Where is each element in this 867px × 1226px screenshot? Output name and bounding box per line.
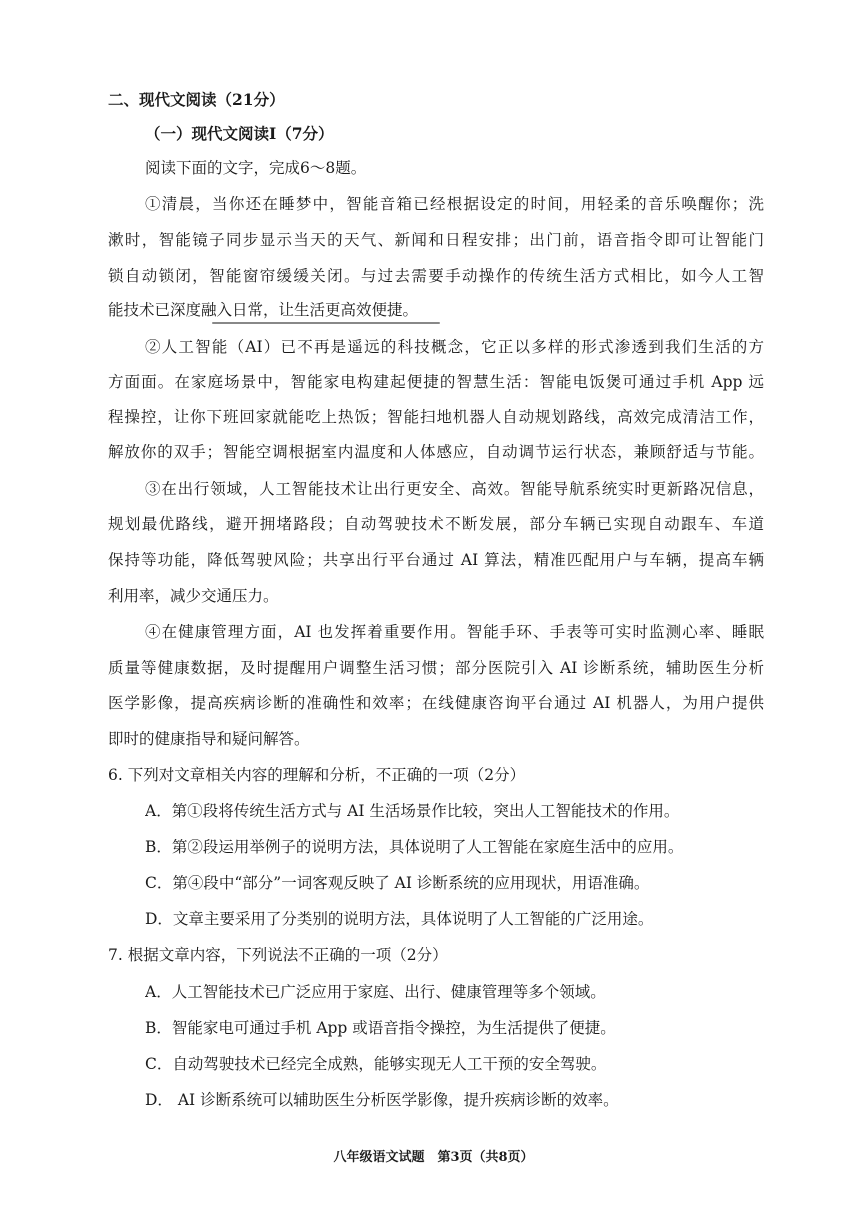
passage-line: 漱时，智能镜子同步显示当天的天气、新闻和日程安排；出门前，语音指令即可让智能门 — [108, 231, 764, 249]
passage-line: 规划最优路线，避开拥堵路段；自动驾驶技术不断发展，部分车辆已实现自动跟车、车道 — [108, 515, 764, 533]
passage-line: ④在健康管理方面，AI 也发挥着重要作用。智能手环、手表等可实时监测心率、睡眠 — [145, 623, 764, 641]
question-7-option-a: A．人工智能技术已广泛应用于家庭、出行、健康管理等多个领域。 — [145, 983, 606, 1001]
question-6-stem: 6. 下列对文章相关内容的理解和分析，不正确的一项（2分） — [108, 766, 526, 784]
passage-line: 方面面。在家庭场景中，智能家电构建起便捷的智慧生活：智能电饭煲可通过手机 App 远 — [108, 373, 764, 391]
question-6-option-a: A．第①段将传统生活方式与 AI 生活场景作比较，突出人工智能技术的作用。 — [145, 802, 680, 820]
section-title: 二、现代文阅读（21分） — [108, 90, 285, 109]
passage-line: 解放你的双手；智能空调根据室内温度和人体感应，自动调节运行状态，兼顾舒适与节能。 — [108, 443, 764, 461]
question-7-option-d: D． AI 诊断系统可以辅助医生分析医学影像，提升疾病诊断的效率。 — [145, 1091, 619, 1109]
pen-underline — [212, 322, 440, 324]
passage-line: 保持等功能，降低驾驶风险；共享出行平台通过 AI 算法，精准匹配用户与车辆，提高车辆 — [108, 551, 764, 569]
question-6-option-c: C．第④段中“部分”一词客观反映了 AI 诊断系统的应用现状，用语准确。 — [145, 874, 650, 892]
question-7-stem: 7. 根据文章内容，下列说法不正确的一项（2分） — [108, 946, 448, 964]
question-6-option-b: B．第②段运用举例子的说明方法，具体说明了人工智能在家庭生活中的应用。 — [145, 838, 684, 856]
passage-line: 利用率，减少交通压力。 — [108, 587, 279, 605]
passage-line: ③在出行领域，人工智能技术让出行更安全、高效。智能导航系统实时更新路况信息， — [145, 480, 764, 498]
question-7-option-b: B．智能家电可通过手机 App 或语音指令操控，为生活提供了便捷。 — [145, 1019, 616, 1037]
passage-line: 质量等健康数据，及时提醒用户调整生活习惯；部分医院引入 AI 诊断系统，辅助医生分析 — [108, 659, 764, 677]
passage-line: 医学影像，提高疾病诊断的准确性和效率；在线健康咨询平台通过 AI 机器人，为用户提供 — [108, 694, 764, 712]
instruction: 阅读下面的文字，完成6～8题。 — [145, 159, 367, 177]
question-7-option-c: C．自动驾驶技术已经完全成熟，能够实现无人工干预的安全驾驶。 — [145, 1055, 607, 1073]
page-footer: 八年级语文试题 第3页（共8页） — [333, 1150, 534, 1165]
subsection-title: （一）现代文阅读Ⅰ（7分） — [145, 124, 334, 143]
passage-line: 锁自动锁闭，智能窗帘缓缓关闭。与过去需要手动操作的传统生活方式相比，如今人工智 — [108, 267, 764, 285]
passage-line: ①清晨，当你还在睡梦中，智能音箱已经根据设定的时间，用轻柔的音乐唤醒你；洗 — [145, 195, 764, 213]
passage-line: 能技术已深度融入日常，让生活更高效便捷。 — [108, 301, 419, 319]
passage-line: 即时的健康指导和疑问解答。 — [108, 730, 310, 748]
passage-line: 程操控，让你下班回家就能吃上热饭；智能扫地机器人自动规划路线，高效完成清洁工作， — [108, 408, 764, 426]
question-6-option-d: D．文章主要采用了分类别的说明方法，具体说明了人工智能的广泛用途。 — [145, 910, 654, 928]
passage-line: ②人工智能（AI）已不再是遥远的科技概念，它正以多样的形式渗透到我们生活的方 — [145, 338, 764, 356]
